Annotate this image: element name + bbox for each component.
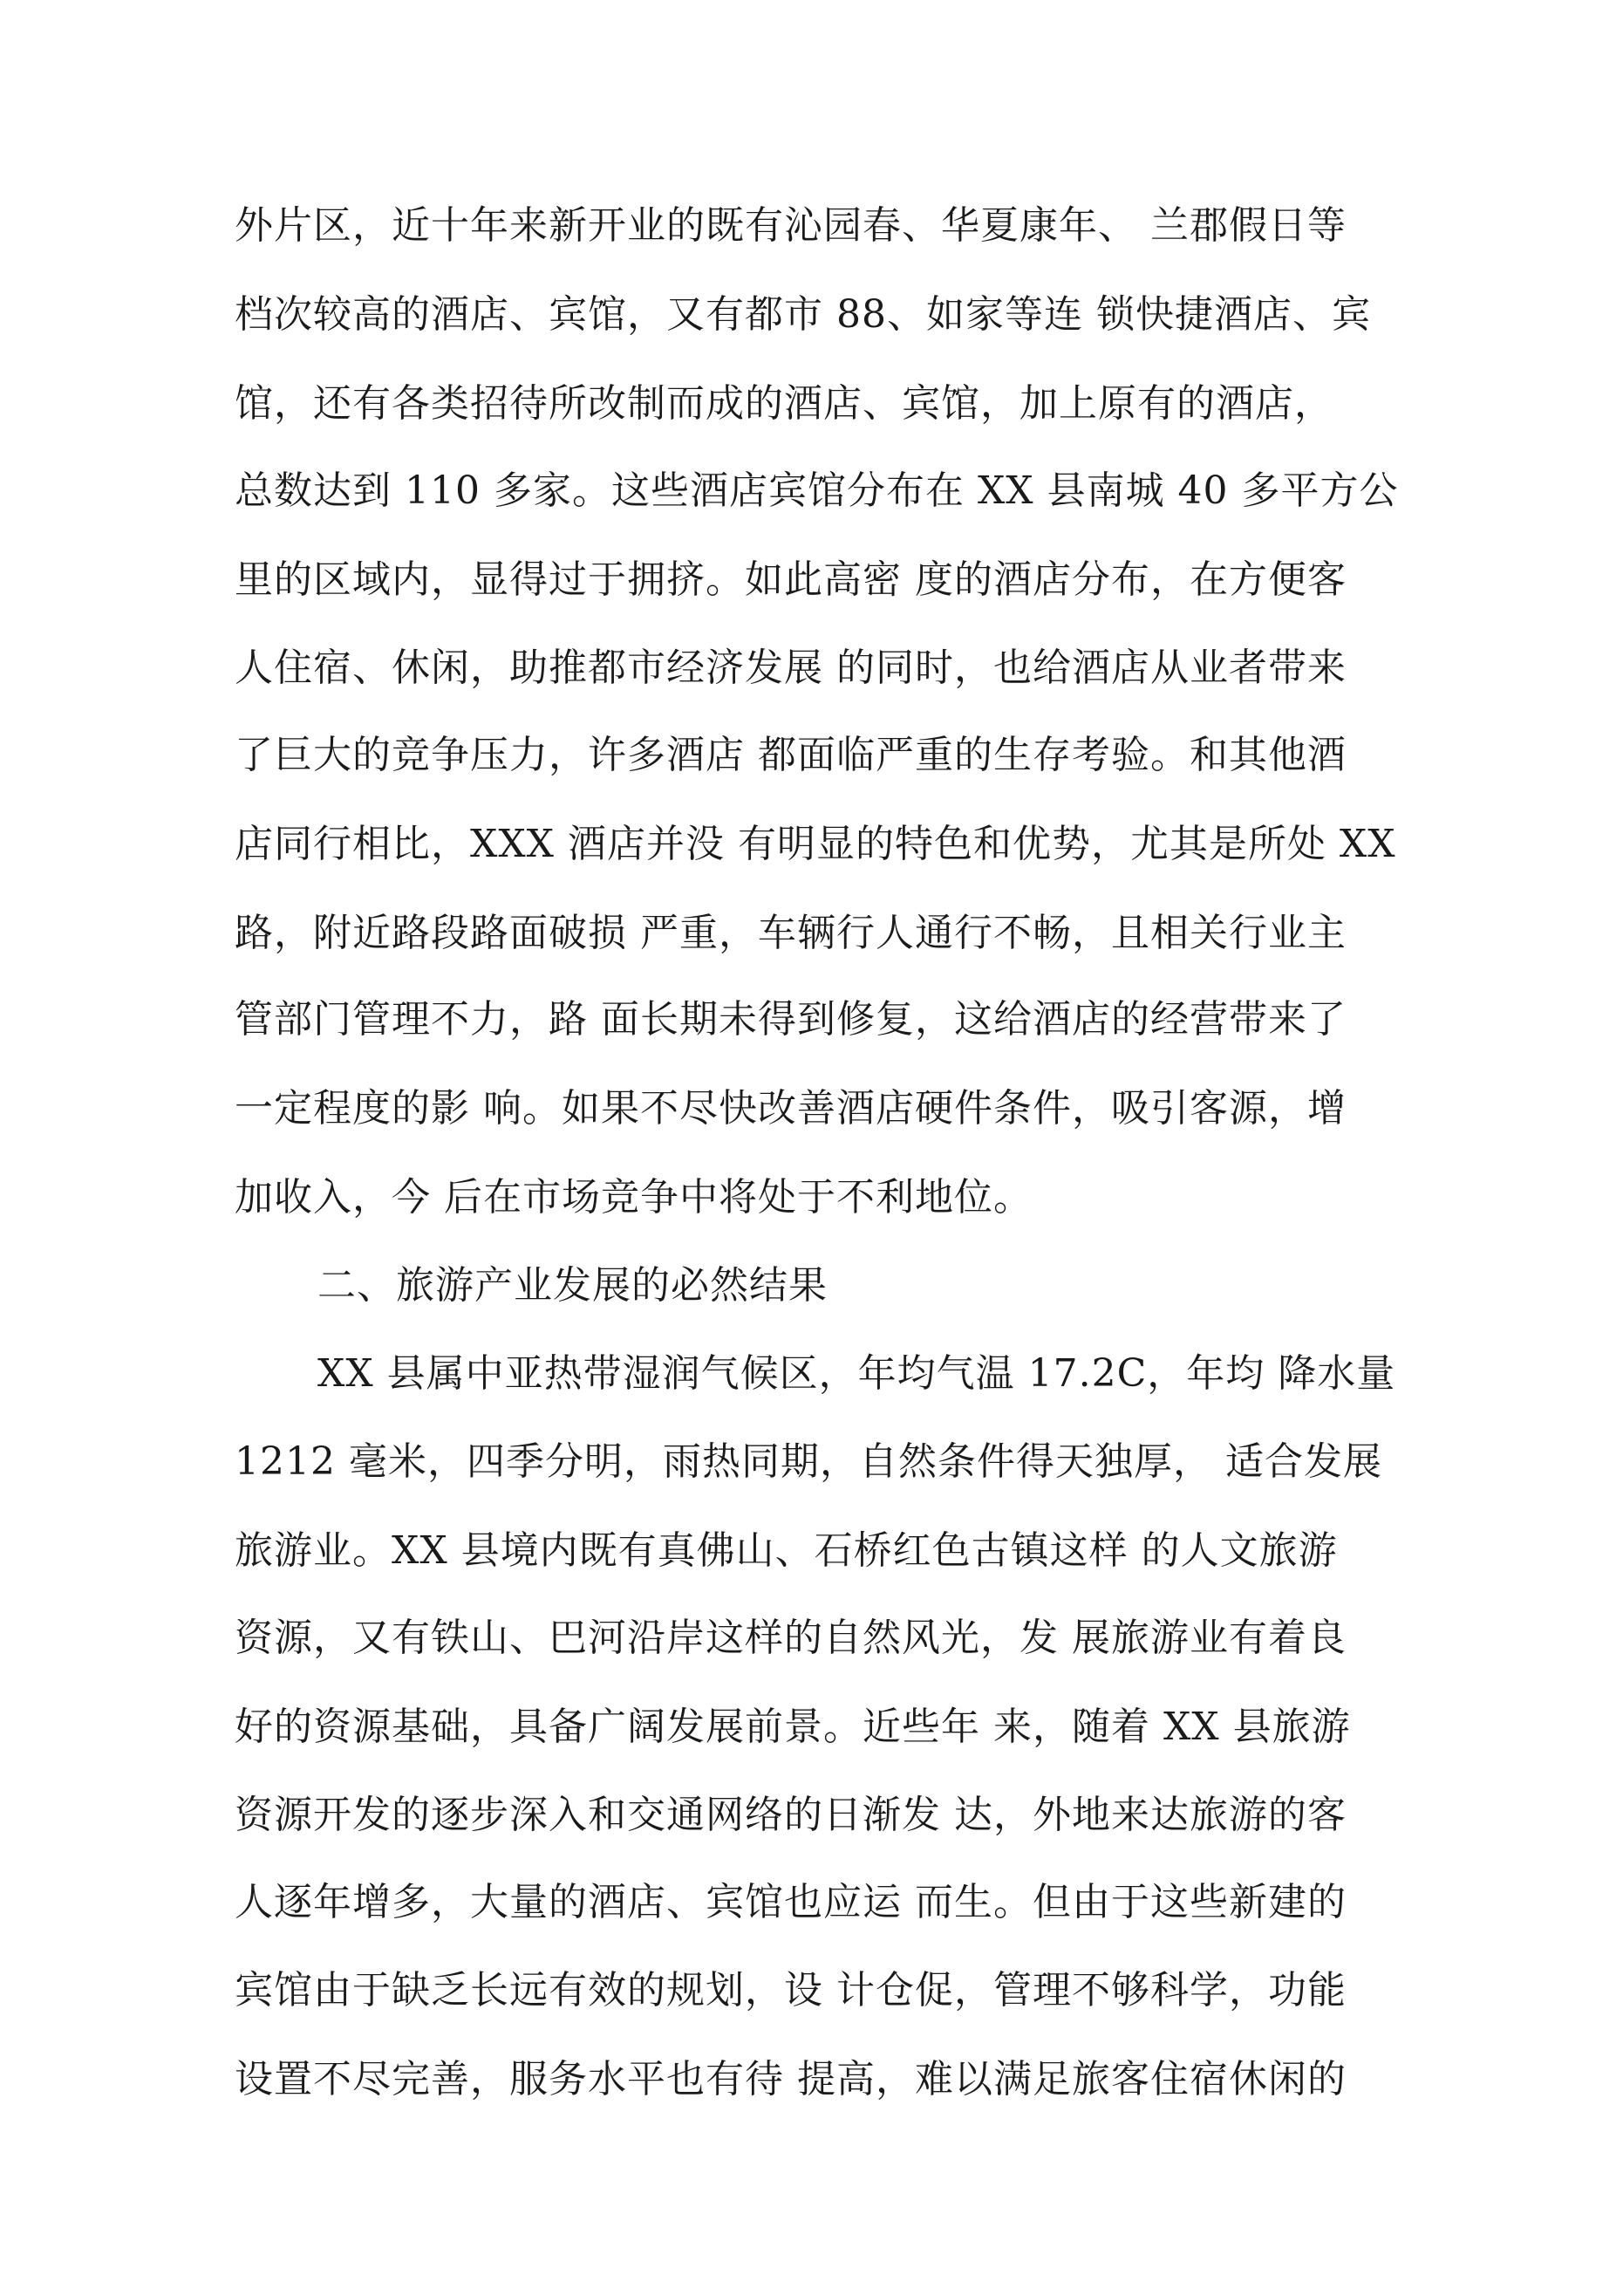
paragraph-line: 里的区域内，显得过于拥挤。如此高密 度的酒店分布，在方便客 — [235, 557, 1347, 602]
paragraph-line: 旅游业。XX 县境内既有真佛山、石桥红色古镇这样 的人文旅游 — [235, 1528, 1338, 1573]
paragraph-line: 资源开发的逐步深入和交通网络的日渐发 达，外地来达旅游的客 — [235, 1793, 1347, 1837]
paragraph-line: 加收入，今 后在市场竞争中将处于不利地位。 — [235, 1175, 1033, 1220]
paragraph-line: 店同行相比，XXX 酒店并没 有明显的特色和优势，尤其是所处 XX — [235, 822, 1396, 866]
paragraph-line: 馆，还有各类招待所改制而成的酒店、宾馆，加上原有的酒店， — [235, 381, 1333, 426]
paragraph-line: 设置不尽完善，服务水平也有待 提高，难以满足旅客住宿休闲的 — [235, 2057, 1347, 2101]
paragraph-line: 1212 毫米，四季分明，雨热同期，自然条件得天独厚， 适合发展 — [235, 1439, 1382, 1484]
paragraph-line: 宾馆由于缺乏长远有效的规划，设 计仓促，管理不够科学，功能 — [235, 1968, 1347, 2012]
paragraph-line: 资源，又有铁山、巴河沿岸这样的自然风光，发 展旅游业有着良 — [235, 1616, 1347, 1660]
paragraph-line: XX 县属中亚热带湿润气候区，年均气温 17.2C，年均 降水量 — [317, 1351, 1396, 1396]
paragraph-line: 管部门管理不力，路 面长期未得到修复，这给酒店的经营带来了 — [235, 997, 1347, 1042]
paragraph-line: 外片区，近十年来新开业的既有沁园春、华夏康年、 兰郡假日等 — [235, 203, 1347, 248]
paragraph-line: 好的资源基础，具备广阔发展前景。近些年 来，随着 XX 县旅游 — [235, 1705, 1351, 1749]
paragraph-line: 路，附近路段路面破损 严重，车辆行人通行不畅，且相关行业主 — [235, 911, 1347, 955]
section-heading: 二、旅游产业发展的必然结果 — [317, 1263, 828, 1308]
paragraph-line: 档次较高的酒店、宾馆，又有都市 88、如家等连 锁快捷酒店、宾 — [235, 292, 1371, 337]
paragraph-line: 总数达到 110 多家。这些酒店宾馆分布在 XX 县南城 40 多平方公 — [235, 468, 1399, 513]
paragraph-line: 人住宿、休闲，助推都市经济发展 的同时，也给酒店从业者带来 — [235, 646, 1347, 690]
paragraph-line: 一定程度的影 响。如果不尽快改善酒店硬件条件，吸引客源，增 — [235, 1086, 1347, 1131]
paragraph-line: 了巨大的竞争压力，许多酒店 都面临严重的生存考验。和其他酒 — [235, 733, 1347, 777]
paragraph-line: 人逐年增多，大量的酒店、宾馆也应运 而生。但由于这些新建的 — [235, 1880, 1347, 1924]
